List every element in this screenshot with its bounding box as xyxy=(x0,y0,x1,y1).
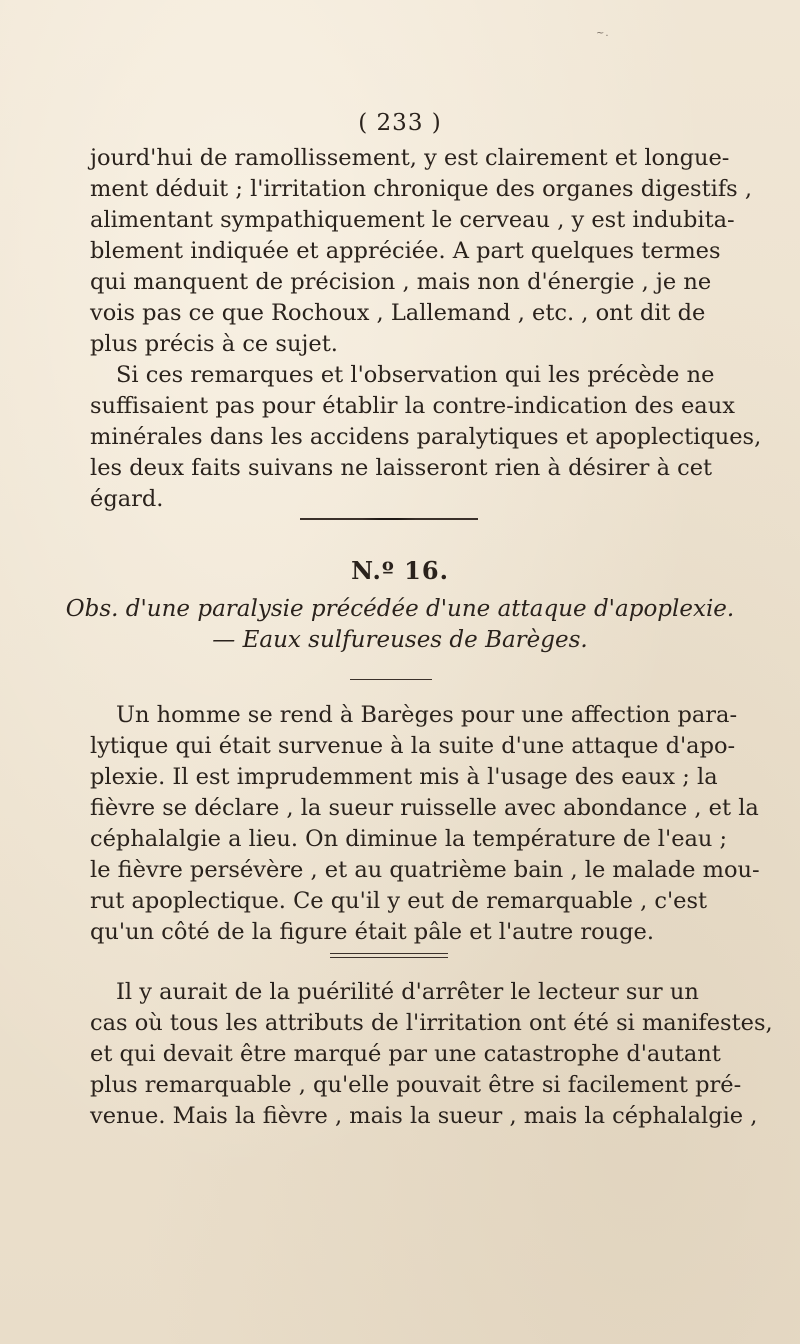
text-line: vois pas ce que Rochoux , Lallemand , etc. , ont dit de xyxy=(90,300,706,326)
text-line: cas où tous les attributs de l'irritation ont été si manifestes, xyxy=(90,1010,773,1036)
text-line: rut apoplectique. Ce qu'il y eut de remarquable , c'est xyxy=(90,888,708,914)
text-line: et qui devait être marqué par une catastrophe d'autant xyxy=(90,1041,721,1067)
text-line: ment déduit ; l'irritation chronique des organes digestifs , xyxy=(90,176,753,202)
page-number: ( 233 ) xyxy=(358,110,442,136)
text-line: suffisaient pas pour établir la contre-indication des eaux xyxy=(90,393,735,419)
text-line: céphalalgie a lieu. On diminue la température de l'eau ; xyxy=(90,826,728,852)
text-line: jourd'hui de ramollissement, y est clairement et longue- xyxy=(90,145,730,171)
text-line: Si ces remarques et l'observation qui les précède ne xyxy=(116,362,715,388)
text-line: les deux faits suivans ne laisseront rien à désirer à cet xyxy=(90,455,713,481)
title-divider xyxy=(350,679,432,680)
text-line: qui manquent de précision , mais non d'énergie , je ne xyxy=(90,269,712,295)
text-line: venue. Mais la fièvre , mais la sueur , mais la céphalalgie , xyxy=(90,1103,758,1129)
text-line: qu'un côté de la figure était pâle et l'autre rouge. xyxy=(90,919,654,945)
text-line: fièvre se déclare , la sueur ruisselle avec abondance , et la xyxy=(90,795,759,821)
text-line: Un homme se rend à Barèges pour une affection para- xyxy=(116,702,738,728)
observation-title-line-1: Obs. d'une paralysie précédée d'une attaque d'apoplexie. xyxy=(65,596,735,622)
text-line: plus précis à ce sujet. xyxy=(90,331,338,357)
text-line: plexie. Il est imprudemment mis à l'usage des eaux ; la xyxy=(90,764,718,790)
text-line: alimentant sympathiquement le cerveau , y est indubita- xyxy=(90,207,735,233)
corner-mark: ~. xyxy=(596,28,610,39)
text-line: Il y aurait de la puérilité d'arrêter le lecteur sur un xyxy=(116,979,699,1005)
text-line: le fièvre persévère , et au quatrième bain , le malade mou- xyxy=(90,857,760,883)
text-line: égard. xyxy=(90,486,164,512)
observation-number: N.º 16. xyxy=(351,556,449,585)
text-line: lytique qui était survenue à la suite d'une attaque d'apo- xyxy=(90,733,736,759)
text-line: minérales dans les accidens paralytiques et apoplectiques, xyxy=(90,424,762,450)
case-divider-bottom xyxy=(330,957,448,958)
observation-title-line-2: — Eaux sulfureuses de Barèges. xyxy=(212,627,588,653)
text-line: plus remarquable , qu'elle pouvait être si facilement pré- xyxy=(90,1072,742,1098)
case-divider-top xyxy=(330,953,448,954)
section-divider xyxy=(300,518,478,520)
text-line: blement indiquée et appréciée. A part quelques termes xyxy=(90,238,721,264)
